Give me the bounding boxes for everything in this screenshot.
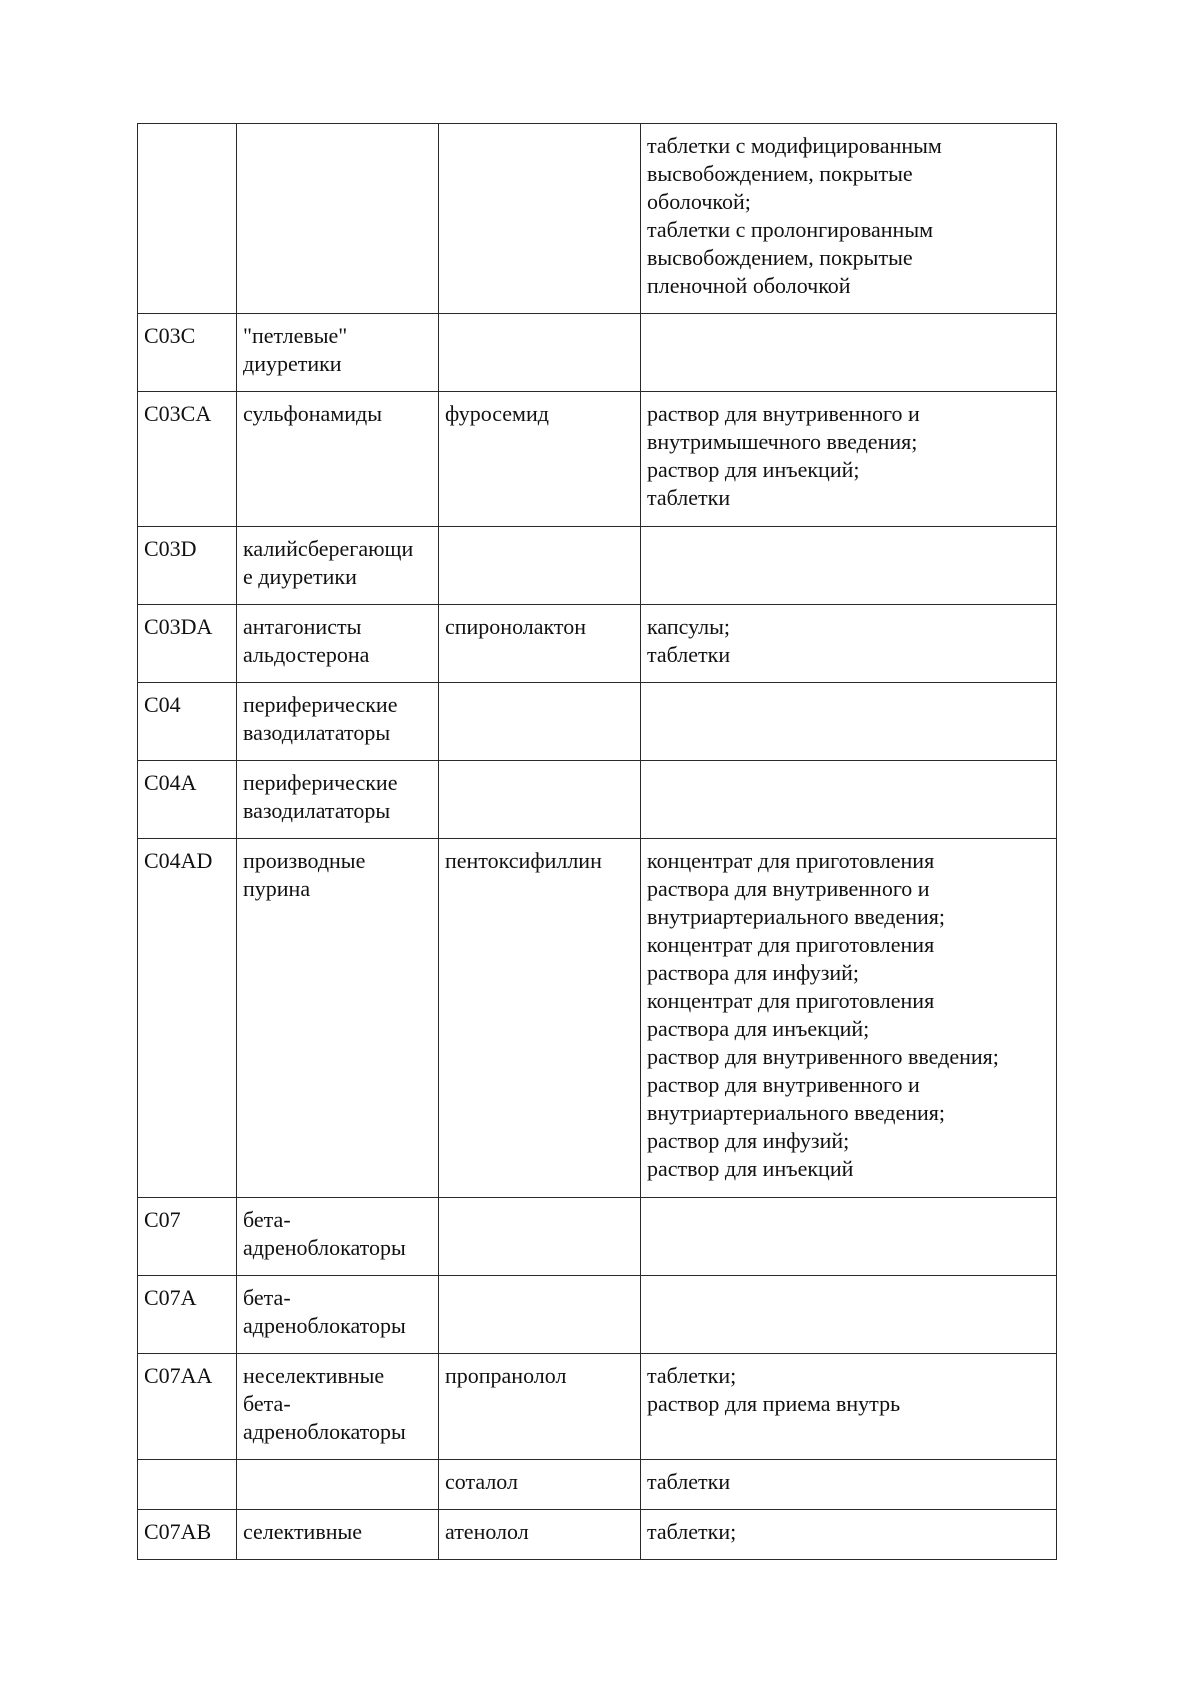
atc-code-cell: C03CA xyxy=(138,392,237,527)
table-body xyxy=(138,124,1057,1560)
drug-name-cell xyxy=(439,1276,641,1354)
table-row xyxy=(138,124,1057,314)
atc-code-cell: C04A xyxy=(138,761,237,839)
atc-code-cell: C07AA xyxy=(138,1354,237,1460)
drug-name-cell: соталол xyxy=(439,1460,641,1510)
table-row xyxy=(138,392,1057,527)
group-name-cell: периферические вазодилататоры xyxy=(237,761,439,839)
group-name-cell: "петлевые" диуретики xyxy=(237,314,439,392)
table-row xyxy=(138,314,1057,392)
table-row xyxy=(138,1276,1057,1354)
group-name-cell: сульфонамиды xyxy=(237,392,439,527)
table-row xyxy=(138,605,1057,683)
table-row xyxy=(138,761,1057,839)
drug-table xyxy=(137,123,1057,1560)
table-row xyxy=(138,1198,1057,1276)
table-row xyxy=(138,1354,1057,1460)
dosage-forms-cell xyxy=(641,527,1057,605)
drug-name-cell xyxy=(439,683,641,761)
drug-name-cell xyxy=(439,1198,641,1276)
drug-name-cell: фуросемид xyxy=(439,392,641,527)
atc-code-cell xyxy=(138,1460,237,1510)
table-row xyxy=(138,527,1057,605)
dosage-forms-cell xyxy=(641,683,1057,761)
atc-code-cell xyxy=(138,124,237,314)
dosage-forms-cell: раствор для внутривенного и внутримышечного введения; раствор для инъекций; таблетки xyxy=(641,392,1057,527)
atc-code-cell: C03DA xyxy=(138,605,237,683)
drug-name-cell xyxy=(439,124,641,314)
group-name-cell: бета- адреноблокаторы xyxy=(237,1198,439,1276)
atc-code-cell: C03D xyxy=(138,527,237,605)
group-name-cell: калийсберегающи е диуретики xyxy=(237,527,439,605)
drug-name-cell xyxy=(439,527,641,605)
table-row xyxy=(138,1510,1057,1560)
atc-code-cell: C07A xyxy=(138,1276,237,1354)
dosage-forms-cell xyxy=(641,314,1057,392)
group-name-cell xyxy=(237,124,439,314)
drug-name-cell: пропранолол xyxy=(439,1354,641,1460)
atc-code-cell: C07AB xyxy=(138,1510,237,1560)
group-name-cell: периферические вазодилататоры xyxy=(237,683,439,761)
dosage-forms-cell xyxy=(641,1276,1057,1354)
drug-name-cell: спиронолактон xyxy=(439,605,641,683)
atc-code-cell: C04 xyxy=(138,683,237,761)
dosage-forms-cell: таблетки с модифицированным высвобождением, покрытые оболочкой; таблетки с пролонгированным высвобождением, покрытые пленочной оболочкой xyxy=(641,124,1057,314)
drug-name-cell xyxy=(439,314,641,392)
group-name-cell: селективные xyxy=(237,1510,439,1560)
dosage-forms-cell: концентрат для приготовления раствора для внутривенного и внутриартериального введения; концентрат для приготовления раствора для инфузий; концентрат для приготовления раствора для инъекций; раствор для внутривенного введения; раствор для внутривенного и внутриартериального введения; раствор для инфузий; раствор для инъекций xyxy=(641,839,1057,1198)
group-name-cell xyxy=(237,1460,439,1510)
drug-name-cell: атенолол xyxy=(439,1510,641,1560)
dosage-forms-cell: таблетки; раствор для приема внутрь xyxy=(641,1354,1057,1460)
group-name-cell: антагонисты альдостерона xyxy=(237,605,439,683)
dosage-forms-cell xyxy=(641,761,1057,839)
dosage-forms-cell xyxy=(641,1198,1057,1276)
atc-code-cell: C03C xyxy=(138,314,237,392)
drug-name-cell xyxy=(439,761,641,839)
group-name-cell: производные пурина xyxy=(237,839,439,1198)
group-name-cell: бета- адреноблокаторы xyxy=(237,1276,439,1354)
table-row xyxy=(138,1460,1057,1510)
dosage-forms-cell: таблетки xyxy=(641,1460,1057,1510)
drug-name-cell: пентоксифиллин xyxy=(439,839,641,1198)
dosage-forms-cell: таблетки; xyxy=(641,1510,1057,1560)
table-row xyxy=(138,839,1057,1198)
table-row xyxy=(138,683,1057,761)
atc-code-cell: C04AD xyxy=(138,839,237,1198)
dosage-forms-cell: капсулы; таблетки xyxy=(641,605,1057,683)
group-name-cell: неселективные бета- адреноблокаторы xyxy=(237,1354,439,1460)
atc-code-cell: C07 xyxy=(138,1198,237,1276)
